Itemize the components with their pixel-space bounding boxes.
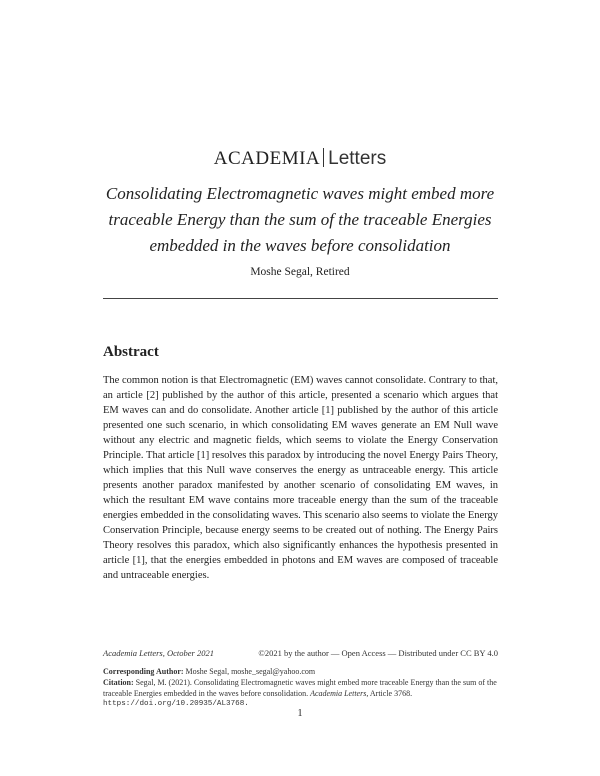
abstract-heading: Abstract bbox=[103, 344, 159, 360]
citation bbox=[103, 677, 498, 710]
page-number: 1 bbox=[297, 708, 303, 719]
academia-letters-logo bbox=[0, 146, 600, 171]
article-references bbox=[103, 666, 498, 710]
citation-label: Citation: bbox=[103, 678, 134, 687]
article-title: Consolidating Electromagnetic waves might embed more traceable Energy than the sum of the traceable Energies embedded in the waves before consolidation bbox=[105, 184, 495, 255]
citation-article: , Article 3768. bbox=[366, 689, 413, 698]
license-text: ©2021 by the author — Open Access — Distributed under CC BY 4.0 bbox=[258, 648, 498, 658]
brand-separator bbox=[323, 148, 324, 167]
corresponding-value: Moshe Segal, moshe_segal@yahoo.com bbox=[185, 667, 316, 676]
brand-name: ACADEMIA bbox=[213, 148, 321, 169]
title-divider bbox=[103, 298, 498, 299]
article-author: Moshe Segal, Retired bbox=[250, 266, 350, 278]
abstract-body: The common notion is that Electromagnetic (EM) waves cannot consolidate. Contrary to that, an article [2] published by the author of this article, presented a scenario which argues that EM waves can and do consolidate. Another article [1] published by the author of this article presented one such scenario, in which consolidating EM waves generate an EM Null wave without any electric and magnetic fields, which seems to violate the Energy Conservation Principle. That article [1] resolves this paradox by introducing the novel Energy Pairs Theory, which implies that this Null wave conserves the energy as untraceable energy. This article presents another paradox manifested by another scenario of consolidating EM waves, in which the resultant EM wave contains more traceable energy than the sum of the traceable energies embedded in the consolidating waves. This scenario also seems to violate the Energy Conservation Principle, because energy seems to be created out of nothing. The Energy Pairs Theory resolves this paradox, which also significantly enhances the hypothesis presented in article [1], that the energies embedded in photons and EM waves are composed of traceable and untraceable energies. bbox=[103, 375, 498, 581]
citation-text: Segal, M. (2021). Consolidating Electromagnetic waves might embed more traceable Energy than the sum of the traceable Energies embedded in the waves before consolidation. bbox=[103, 678, 497, 698]
footer-line bbox=[103, 648, 498, 658]
doi-link[interactable]: https://doi.org/10.20935/AL3768. bbox=[103, 700, 249, 708]
corresponding-label: Corresponding Author: bbox=[103, 667, 184, 676]
corresponding-author bbox=[103, 666, 498, 677]
brand-section: Letters bbox=[328, 148, 387, 169]
journal-issue: Academia Letters, October 2021 bbox=[103, 648, 214, 658]
citation-journal: Academia Letters bbox=[310, 689, 367, 698]
